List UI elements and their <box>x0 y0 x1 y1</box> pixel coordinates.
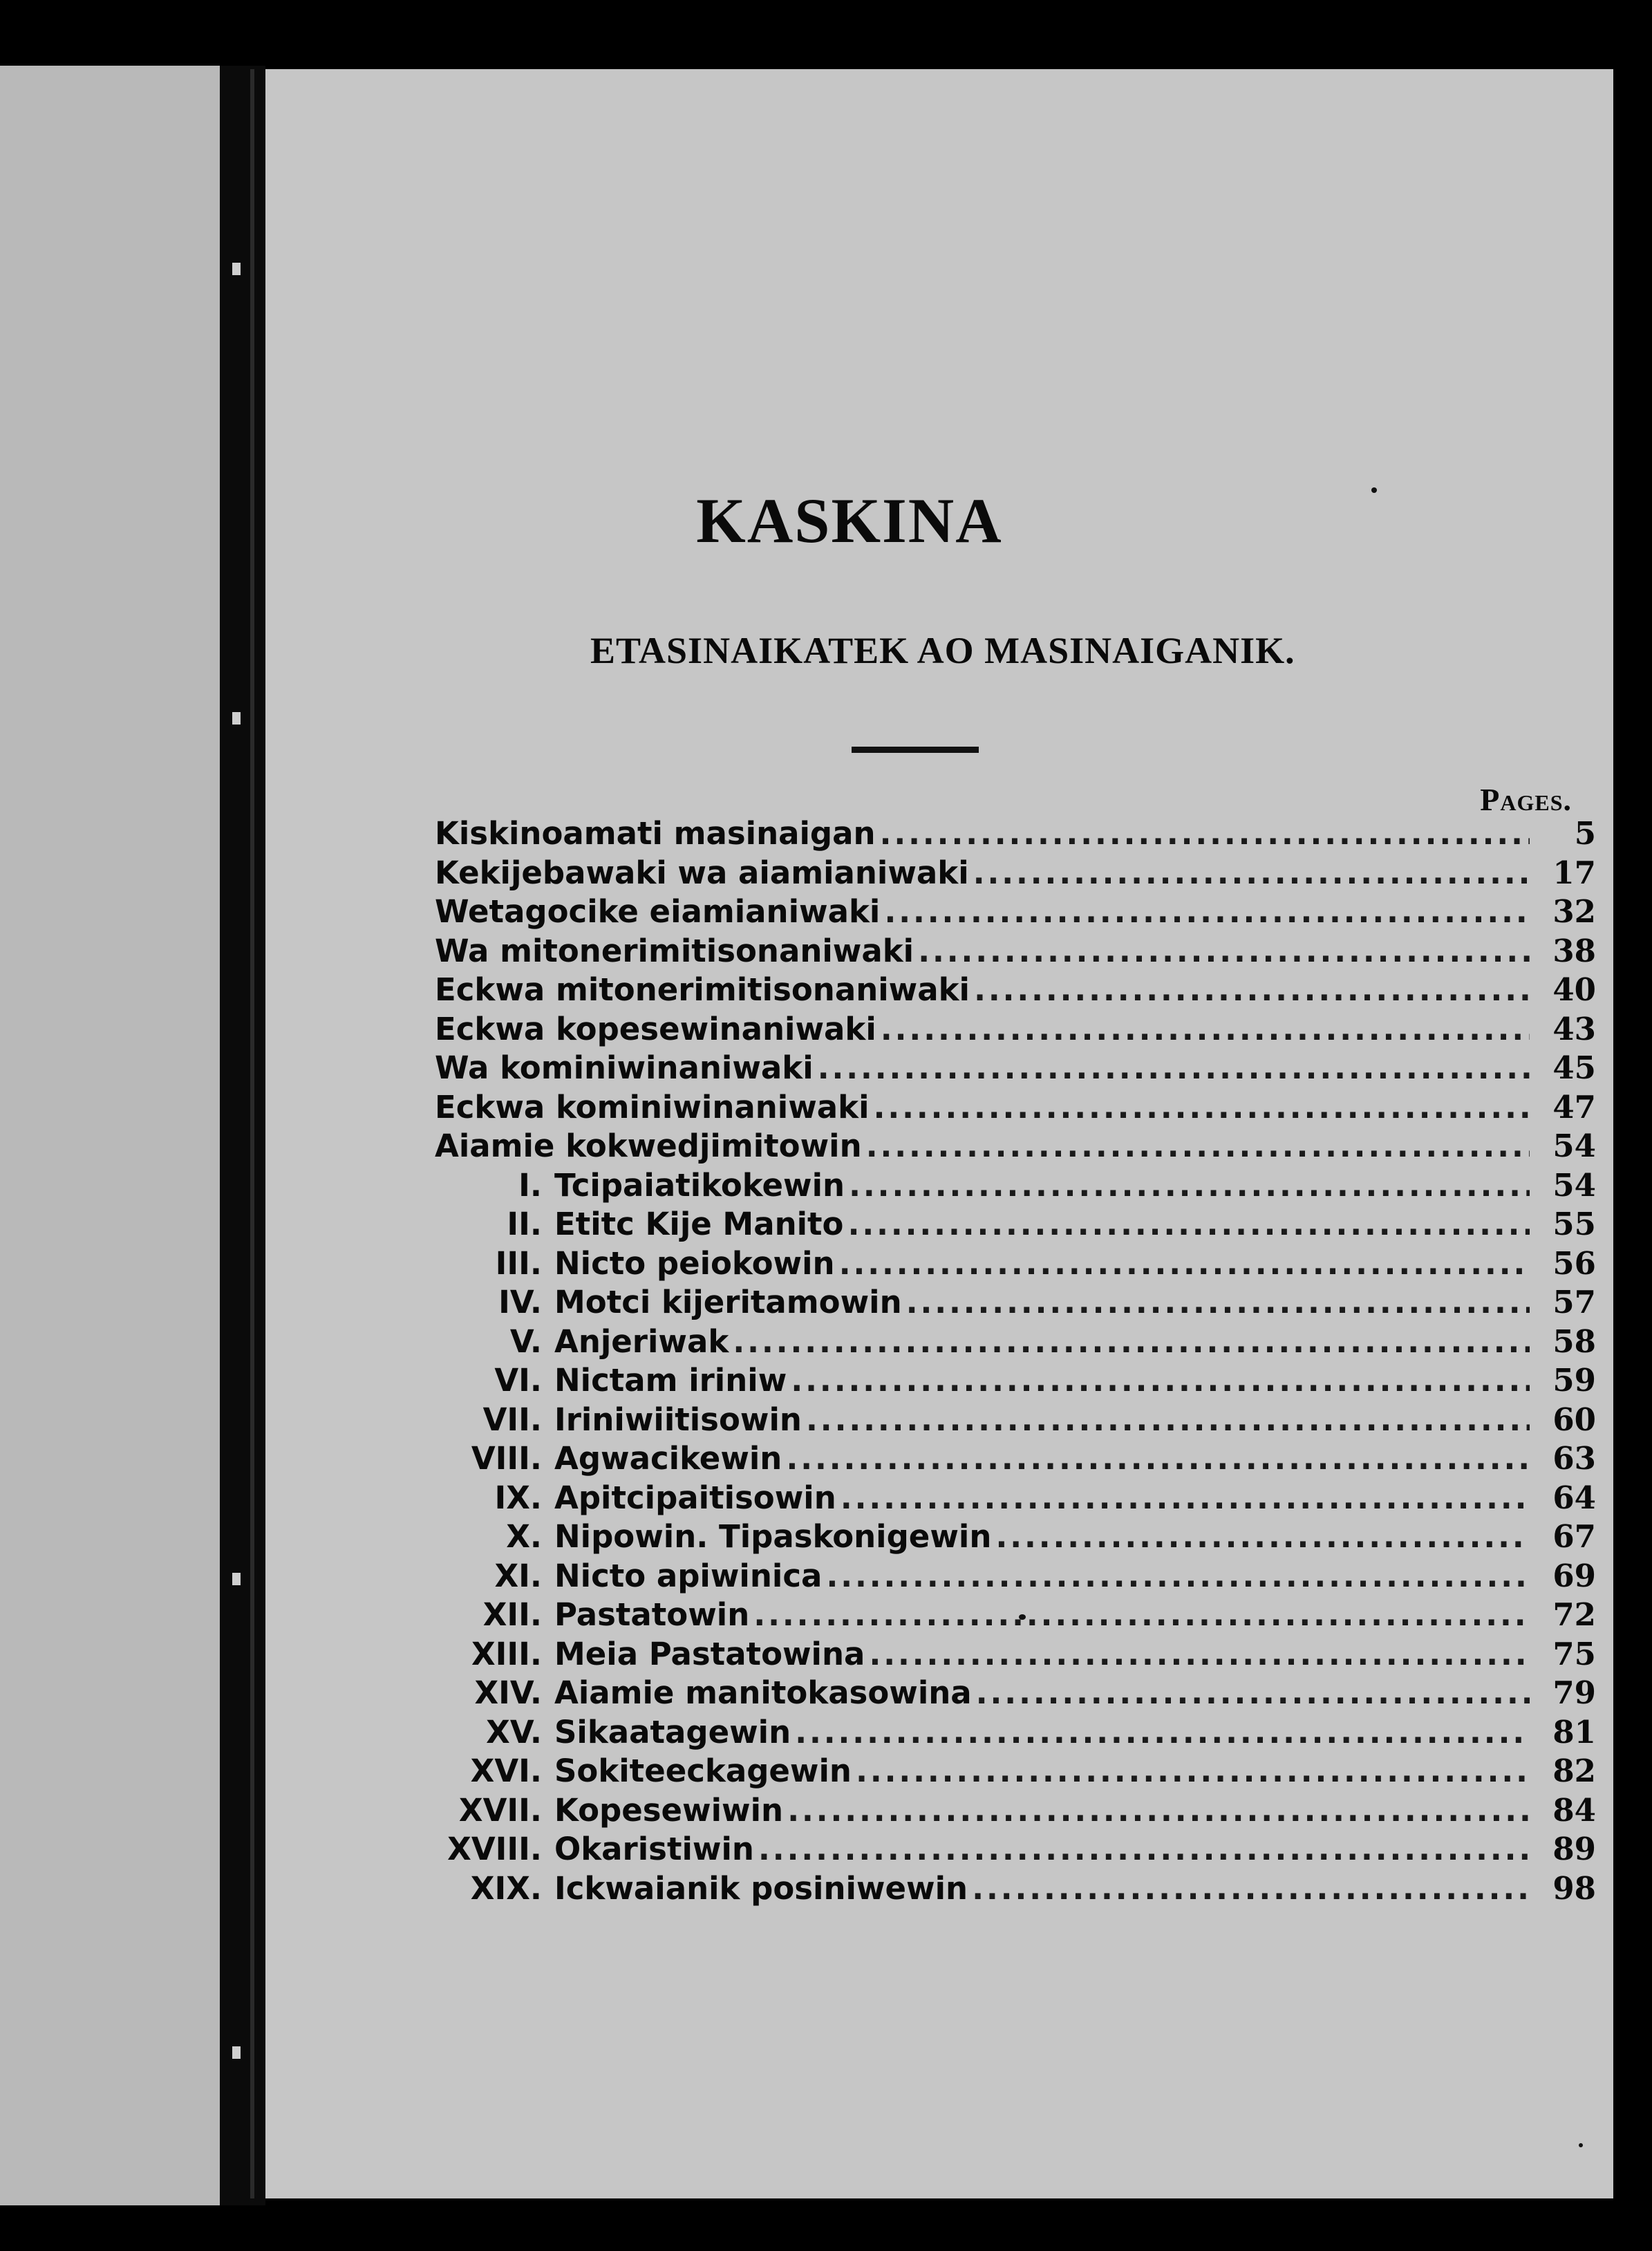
toc-entry-title: Tcipaiatikokewin <box>554 1166 845 1204</box>
toc-entry-title: Aiamie kokwedjimitowin <box>435 1128 862 1164</box>
toc-entry-number: II. <box>507 1206 542 1242</box>
toc-entry-title: Eckwa kominiwinaniwaki <box>435 1088 870 1126</box>
toc-entry <box>435 1830 1596 1869</box>
toc-entry <box>435 1010 1596 1049</box>
toc-entry <box>435 1674 1596 1713</box>
toc-entry-number: VII. <box>482 1401 542 1438</box>
pages-column-header: Pages. <box>1480 782 1572 817</box>
toc-entry-title: Okaristiwin <box>554 1831 754 1867</box>
toc-entry-title: Kopesewiwin <box>554 1791 784 1829</box>
toc-entry-page: 98 <box>1552 1869 1596 1907</box>
toc-entry-page: 67 <box>1552 1518 1596 1555</box>
binding-stitch <box>232 263 241 275</box>
toc-dot-leader <box>918 932 1530 971</box>
toc-entry-title: Agwacikewin <box>554 1440 782 1477</box>
toc-entry-page: 84 <box>1552 1791 1596 1829</box>
toc-entry-number: IX. <box>494 1479 542 1516</box>
toc-entry-title: Kiskinoamati masinaigan <box>435 815 876 852</box>
toc-entry-title: Pastatowin <box>554 1596 750 1633</box>
toc-dot-leader <box>869 1635 1530 1674</box>
previous-page <box>0 66 220 2205</box>
toc-dot-leader <box>758 1830 1530 1869</box>
toc-dot-leader <box>847 1205 1530 1244</box>
toc-entry-page: 64 <box>1552 1479 1596 1516</box>
toc-dot-leader <box>753 1596 1530 1635</box>
print-speck <box>1019 1614 1026 1620</box>
print-speck <box>1579 2143 1583 2147</box>
toc-dot-leader <box>841 1479 1530 1518</box>
toc-entry <box>435 814 1596 854</box>
toc-entry <box>435 1283 1596 1323</box>
toc-entry <box>435 1596 1596 1635</box>
toc-entry-title: Anjeriwak <box>554 1323 729 1360</box>
toc-entry <box>435 1791 1596 1831</box>
toc-entry-page: 60 <box>1552 1401 1596 1438</box>
toc-entry-number: XVI. <box>470 1753 542 1789</box>
toc-entry-page: 63 <box>1552 1440 1596 1477</box>
toc-entry <box>435 1205 1596 1244</box>
toc-entry <box>435 893 1596 932</box>
toc-dot-leader <box>856 1752 1530 1791</box>
toc-dot-leader <box>976 1674 1530 1713</box>
contents-page <box>265 69 1613 2198</box>
toc-entry-number: I. <box>518 1166 542 1204</box>
toc-entry-number: XI. <box>494 1557 542 1594</box>
page-title: KASKINA <box>696 485 1003 556</box>
toc-dot-leader <box>881 1010 1530 1049</box>
toc-entry-page: 54 <box>1552 1128 1596 1164</box>
toc-entry <box>435 1401 1596 1440</box>
toc-entry-page: 40 <box>1552 971 1596 1008</box>
toc-dot-leader <box>866 1127 1530 1166</box>
toc-entry-number: XII. <box>482 1596 542 1633</box>
toc-entry-page: 56 <box>1552 1244 1596 1282</box>
toc-dot-leader <box>826 1557 1530 1596</box>
toc-entry <box>435 1517 1596 1557</box>
binding-stitch <box>232 1573 241 1585</box>
toc-entry-page: 69 <box>1552 1557 1596 1594</box>
toc-entry-title: Nipowin. Tipaskonigewin <box>554 1518 992 1555</box>
toc-entry-title: Ickwaianik posiniwewin <box>554 1869 968 1907</box>
toc-entry <box>435 1439 1596 1479</box>
toc-entry-title: Meia Pastatowina <box>554 1635 865 1672</box>
toc-entry-page: 75 <box>1552 1635 1596 1672</box>
page-edge <box>1613 97 1652 2205</box>
toc-dot-leader <box>973 854 1530 893</box>
toc-entry-page: 58 <box>1552 1323 1596 1360</box>
toc-entry-title: Iriniwiitisowin <box>554 1401 802 1438</box>
toc-entry <box>435 1244 1596 1284</box>
toc-entry-page: 5 <box>1574 815 1596 852</box>
toc-dot-leader <box>733 1323 1530 1362</box>
toc-entry <box>435 1635 1596 1674</box>
toc-entry-page: 38 <box>1552 932 1596 969</box>
toc-dot-leader <box>787 1791 1530 1831</box>
toc-entry-title: Sikaatagewin <box>554 1713 791 1750</box>
toc-dot-leader <box>972 1869 1530 1909</box>
toc-entry <box>435 1088 1596 1128</box>
toc-entry <box>435 932 1596 971</box>
toc-entry <box>435 1752 1596 1791</box>
toc-entry-title: Etitc Kije Manito <box>554 1206 844 1242</box>
print-speck <box>1371 487 1377 493</box>
toc-entry-page: 32 <box>1552 893 1596 930</box>
book-spine <box>220 66 265 2205</box>
toc-entry-title: Wa kominiwinaniwaki <box>435 1049 814 1086</box>
toc-entry-title: Apitcipaitisowin <box>554 1479 836 1516</box>
toc-dot-leader <box>818 1049 1530 1088</box>
toc-entry-title: Wa mitonerimitisonaniwaki <box>435 932 914 969</box>
toc-dot-leader <box>791 1361 1530 1401</box>
toc-entry-page: 59 <box>1552 1362 1596 1399</box>
toc-entry <box>435 1049 1596 1088</box>
toc-entry-title: Nictam iriniw <box>554 1362 787 1399</box>
toc-dot-leader <box>884 893 1530 932</box>
toc-entry-number: III. <box>495 1244 542 1282</box>
toc-entry-title: Nicto apiwinica <box>554 1557 823 1594</box>
toc-entry-title: Wetagocike eiamianiwaki <box>435 893 881 930</box>
page-gutter <box>250 69 254 2198</box>
toc-entry-page: 54 <box>1552 1166 1596 1204</box>
toc-entry <box>435 854 1596 893</box>
table-of-contents <box>435 814 1596 1908</box>
toc-entry-page: 47 <box>1552 1088 1596 1126</box>
toc-entry-page: 43 <box>1552 1010 1596 1047</box>
toc-entry <box>435 1869 1596 1909</box>
toc-entry-page: 17 <box>1552 854 1596 891</box>
toc-entry-page: 72 <box>1552 1596 1596 1633</box>
toc-dot-leader <box>974 971 1530 1010</box>
toc-entry <box>435 1713 1596 1753</box>
toc-entry-page: 82 <box>1552 1753 1596 1789</box>
toc-entry-number: X. <box>506 1518 542 1555</box>
toc-entry-number: VI. <box>494 1362 542 1399</box>
toc-entry-title: Kekijebawaki wa aiamianiwaki <box>435 854 969 891</box>
toc-entry-number: IV. <box>498 1284 542 1320</box>
toc-dot-leader <box>880 814 1530 854</box>
toc-entry-title: Eckwa kopesewinaniwaki <box>435 1010 876 1047</box>
toc-dot-leader <box>995 1517 1530 1557</box>
toc-entry-title: Eckwa mitonerimitisonaniwaki <box>435 971 970 1008</box>
toc-entry-number: XIV. <box>474 1674 542 1711</box>
binding-stitch <box>232 712 241 725</box>
toc-entry <box>435 1323 1596 1362</box>
page-subtitle: ETASINAIKATEK AO MASINAIGANIK. <box>590 630 1295 671</box>
toc-entry-number: XIX. <box>470 1869 542 1907</box>
toc-dot-leader <box>786 1439 1530 1479</box>
toc-dot-leader <box>795 1713 1530 1753</box>
toc-dot-leader <box>874 1088 1530 1128</box>
toc-entry-title: Sokiteeckagewin <box>554 1753 852 1789</box>
toc-entry-number: XVIII. <box>447 1831 542 1867</box>
toc-dot-leader <box>849 1166 1530 1206</box>
toc-entry-page: 45 <box>1552 1049 1596 1086</box>
toc-entry-page: 79 <box>1552 1674 1596 1711</box>
toc-entry-title: Nicto peiokowin <box>554 1244 835 1282</box>
toc-entry <box>435 1361 1596 1401</box>
toc-entry <box>435 1166 1596 1206</box>
toc-dot-leader <box>806 1401 1530 1440</box>
toc-dot-leader <box>839 1244 1530 1284</box>
toc-entry <box>435 1127 1596 1166</box>
toc-entry-title: Motci kijeritamowin <box>554 1284 902 1320</box>
toc-entry-page: 81 <box>1552 1713 1596 1750</box>
toc-entry-number: XVII. <box>458 1791 542 1829</box>
toc-entry-number: XIII. <box>471 1635 542 1672</box>
toc-dot-leader <box>906 1283 1530 1323</box>
toc-entry-title: Aiamie manitokasowina <box>554 1674 972 1711</box>
title-rule <box>852 747 979 753</box>
toc-entry <box>435 971 1596 1010</box>
toc-entry-number: VIII. <box>471 1440 542 1477</box>
toc-entry-page: 89 <box>1552 1831 1596 1867</box>
toc-entry-number: XV. <box>486 1713 542 1750</box>
toc-entry <box>435 1557 1596 1596</box>
toc-entry-page: 55 <box>1552 1206 1596 1242</box>
toc-entry <box>435 1479 1596 1518</box>
toc-entry-page: 57 <box>1552 1284 1596 1320</box>
toc-entry-number: V. <box>509 1323 542 1360</box>
binding-stitch <box>232 2046 241 2059</box>
